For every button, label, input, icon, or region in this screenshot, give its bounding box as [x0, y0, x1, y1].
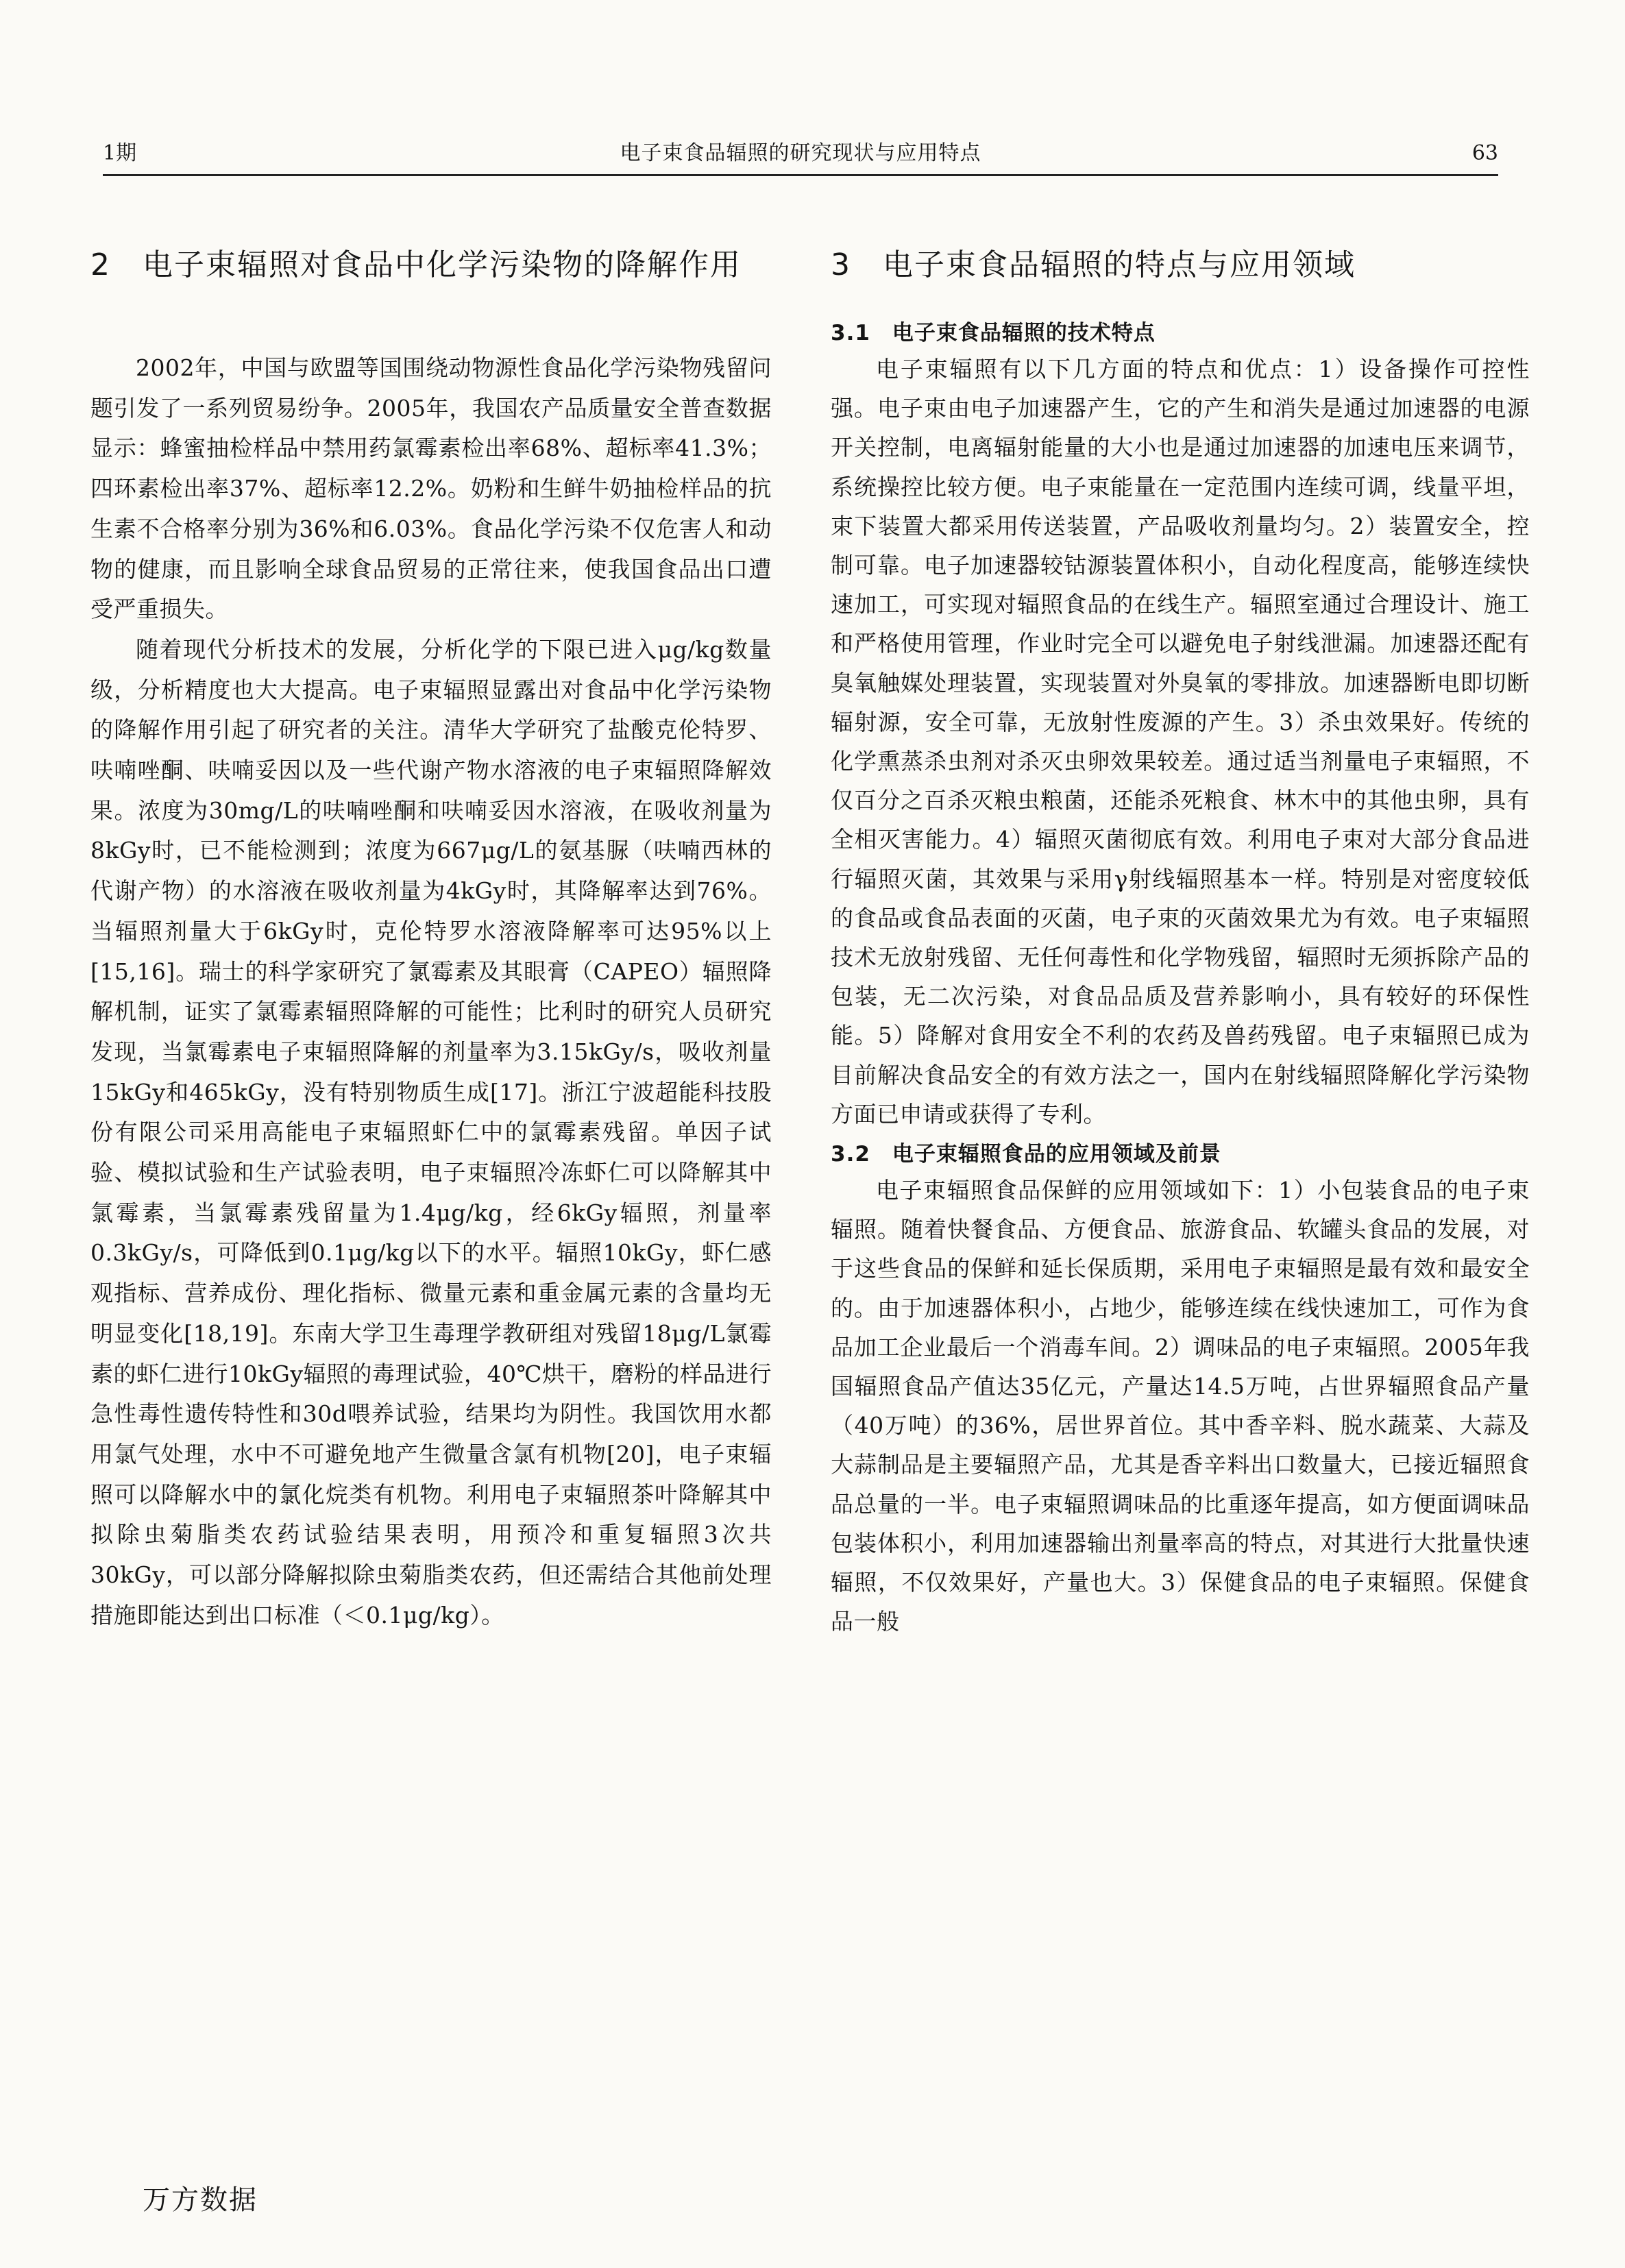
page-number: 63	[1471, 141, 1498, 165]
subsection-3-2-paragraph: 电子束辐照食品保鲜的应用领域如下：1）小包装食品的电子束辐照。随着快餐食品、方便食品、旅游食品、软罐头食品的发展，对于这些食品的保鲜和延长保质期，采用电子束辐照是最有效和最安全的。由于加速器体积小，占地少，能够连续在线快速加工，可作为食品加工企业最后一个消毒车间。2）调味品的电子束辐照。2005年我国辐照食品产值达35亿元，产量达14.5万吨，占世界辐照食品产量（40万吨）的36%，居世界首位。其中香辛料、脱水蔬菜、大蒜及大蒜制品是主要辐照产品，尤其是香辛料出口数量大，已接近辐照食品总量的一半。电子束辐照调味品的比重逐年提高，如方便面调味品包装体积小，利用加速器输出剂量率高的特点，对其进行大批量快速辐照，不仅效果好，产量也大。3）保健食品的电子束辐照。保健食品一般	[831, 1177, 1530, 1635]
right-column	[831, 240, 1530, 1642]
header-rule	[103, 174, 1498, 176]
footer-watermark: 万方数据	[143, 2184, 258, 2216]
section-3-title: 3 电子束食品辐照的特点与应用领域	[831, 247, 1356, 282]
left-column	[90, 240, 772, 1636]
section-2-paragraph-2: 随着现代分析技术的发展，分析化学的下限已进入μg/kg数量级，分析精度也大大提高。电子束辐照显露出对食品中化学污染物的降解作用引起了研究者的关注。清华大学研究了盐酸克伦特罗、呋喃唑酮、呋喃妥因以及一些代谢产物水溶液的电子束辐照降解效果。浓度为30mg/L的呋喃唑酮和呋喃妥因水溶液，在吸收剂量为8kGy时，已不能检测到；浓度为667μg/L的氨基脲（呋喃西林的代谢产物）的水溶液在吸收剂量为4kGy时，其降解率达到76%。当辐照剂量大于6kGy时，克伦特罗水溶液降解率可达95%以上[15,16]。瑞士的科学家研究了氯霉素及其眼膏（CAPEO）辐照降解机制，证实了氯霉素辐照降解的可能性；比利时的研究人员研究发现，当氯霉素电子束辐照降解的剂量率为3.15kGy/s，吸收剂量15kGy和465kGy，没有特别物质生成[17]。浙江宁波超能科技股份有限公司采用高能电子束辐照虾仁中的氯霉素残留。单因子试验、模拟试验和生产试验表明，电子束辐照冷冻虾仁可以降解其中氯霉素，当氯霉素残留量为1.4μg/kg，经6kGy辐照，剂量率0.3kGy/s，可降低到0.1μg/kg以下的水平。辐照10kGy，虾仁感观指标、营养成份、理化指标、微量元素和重金属元素的含量均无明显变化[18,19]。东南大学卫生毒理学教研组对残留18μg/L氯霉素的虾仁进行10kGy辐照的毒理试验，40℃烘干，磨粉的样品进行急性毒性遗传特性和30d喂养试验，结果均为阴性。我国饮用水都用氯气处理，水中不可避免地产生微量含氯有机物[20]，电子束辐照可以降解水中的氯化烷类有机物。利用电子束辐照茶叶降解其中拟除虫菊脂类农药试验结果表明，用预冷和重复辐照3次共30kGy，可以部分降解拟除虫菊脂类农药，但还需结合其他前处理措施即能达到出口标准（＜0.1μg/kg）。	[90, 635, 772, 1629]
section-2-paragraph-1: 2002年，中国与欧盟等国围绕动物源性食品化学污染物残留问题引发了一系列贸易纷争。2005年，我国农产品质量安全普查数据显示：蜂蜜抽检样品中禁用药氯霉素检出率68%、超标率41.3%；四环素检出率37%、超标率12.2%。奶粉和生鲜牛奶抽检样品的抗生素不合格率分别为36%和6.03%。食品化学污染不仅危害人和动物的健康，而且影响全球食品贸易的正常往来，使我国食品出口遭受严重损失。	[90, 354, 772, 623]
running-title: 电子束食品辐照的研究现状与应用特点	[620, 141, 981, 165]
running-header	[103, 136, 1498, 171]
subsection-3-2-title: 3.2 电子束辐照食品的应用领域及前景	[831, 1142, 1221, 1167]
issue-label: 1期	[103, 141, 137, 165]
subsection-3-1-paragraph: 电子束辐照有以下几方面的特点和优点：1）设备操作可控性强。电子束由电子加速器产生，它的产生和消失是通过加速器的电源开关控制，电离辐射能量的大小也是通过加速器的加速电压来调节，系统操控比较方便。电子束能量在一定范围内连续可调，线量平坦，束下装置大都采用传送装置，产品吸收剂量均匀。2）装置安全，控制可靠。电子加速器较钴源装置体积小，自动化程度高，能够连续快速加工，可实现对辐照食品的在线生产。辐照室通过合理设计、施工和严格使用管理，作业时完全可以避免电子射线泄漏。加速器还配有臭氧触媒处理装置，实现装置对外臭氧的零排放。加速器断电即切断辐射源，安全可靠，无放射性废源的产生。3）杀虫效果好。传统的化学熏蒸杀虫剂对杀灭虫卵效果较差。通过适当剂量电子束辐照，不仅百分之百杀灭粮虫粮菌，还能杀死粮食、林木中的其他虫卵，具有全相灭害能力。4）辐照灭菌彻底有效。利用电子束对大部分食品进行辐照灭菌，其效果与采用γ射线辐照基本一样。特别是对密度较低的食品或食品表面的灭菌，电子束的灭菌效果尤为有效。电子束辐照技术无放射残留、无任何毒性和化学物残留，辐照时无须拆除产品的包装，无二次污染，对食品品质及营养影响小，具有较好的环保性能。5）降解对食用安全不利的农药及兽药残留。电子束辐照已成为目前解决食品安全的有效方法之一，国内在射线辐照降解化学污染物方面已申请或获得了专利。	[831, 356, 1530, 1127]
subsection-3-1-title: 3.1 电子束食品辐照的技术特点	[831, 321, 1156, 345]
section-2-title: 2 电子束辐照对食品中化学污染物的降解作用	[90, 247, 742, 282]
